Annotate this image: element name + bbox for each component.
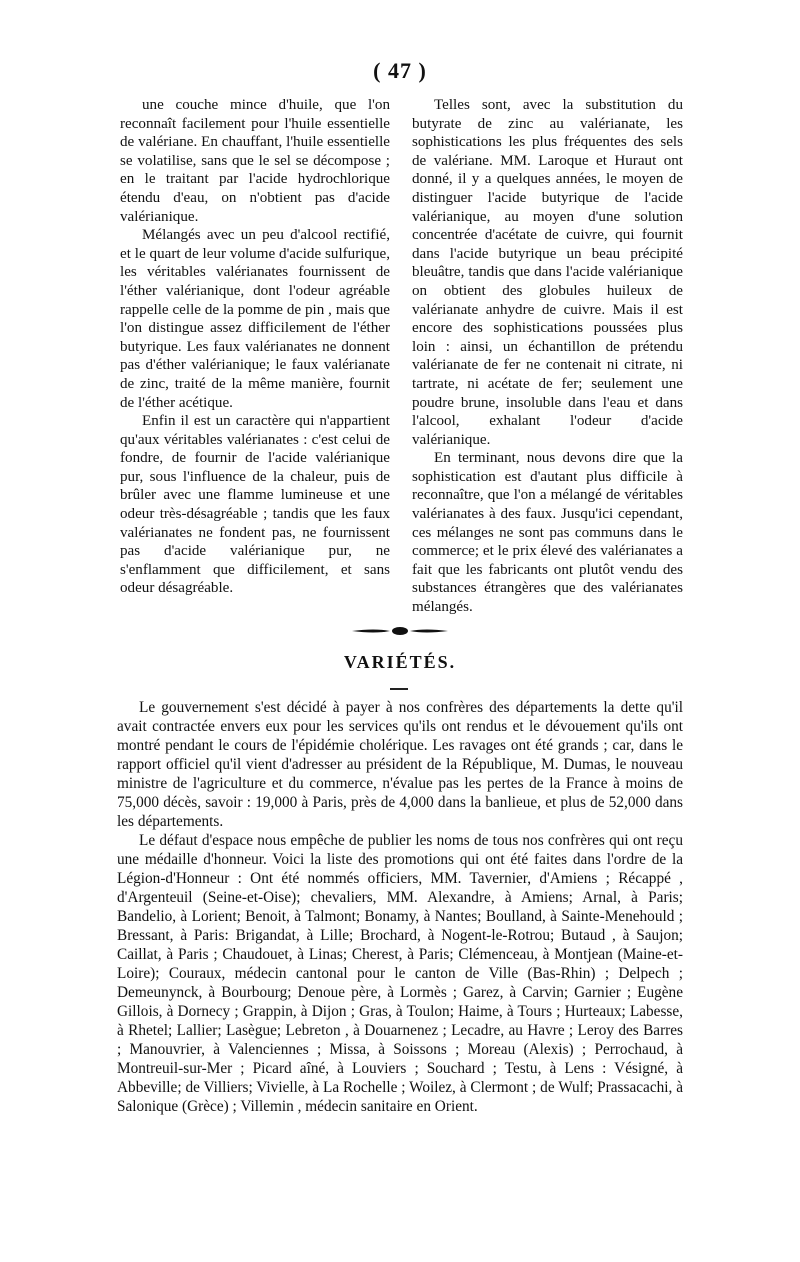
section-title: VARIÉTÉS.: [343, 652, 457, 672]
paragraph: Telles sont, avec la substitution du butyrate de zinc au valérianate, les sophistications les plus fréquentes des sels de valériane. MM. Laroque et Huraut ont donné, il y a quelques années, le moyen de distinguer l'acide butyrique de l'acide valérianique, au moyen d'une solution concentrée d'acétate de cuivre, qui fournit dans l'acide butyrique un beau précipité bleuâtre, tandis que dans l'acide valérianique on obtient des globules huileux de valérianate anhydre de cuivre. Mais il est encore des sophistications poussées plus loin : ainsi, un échantillon de prétendu valérianate de fer ne contenait ni citrate, ni tartrate, ni acétate de fer; seulement une poudre brune, insoluble dans l'eau et dans l'alcool, exhalant l'odeur d'acide valérianique.: [412, 97, 683, 448]
paragraph: Le défaut d'espace nous empêche de publier les noms de tous nos confrères qui ont reçu une médaille d'honneur. Voici la liste des promotions qui ont été faites dans l'ordre de la Légion-d'Honneur : Ont été nommés officiers, MM. Tavernier, d'Amiens ; Récappé , d'Argenteuil (Seine-et-Oise); chevaliers, MM. Alexandre, à Amiens; Arnal, à Paris; Bandelio, à Lorient; Benoit, à Talmont; Bonamy, à Nantes; Boulland, à Sainte-Menehould ; Bressant, à Paris: Brigandat, à Lille; Brochard, à Nogent-le-Rotrou; Butaud , à Saujon; Caillat, à Paris ; Chaudouet, à Linas; Cherest, à Paris; Clémenceau, à Montjean (Maine-et-Loire); Couraux, médecin cantonal pour le canton de Ville (Bas-Rhin) ; Delpech ; Demeunynck, à Bourbourg; Denoue père, à Lormès ; Garez, à Carvin; Garnier ; Eugène Gillois, à Dornecy ; Grappin, à Dijon ; Gras, à Toulon; Haime, à Tours ; Hurteaux; Labesse, à Rhetel; Lallier; Lasègue; Lebreton , à Douarnenez ; Lecadre, au Havre ; Leroy des Barres ; Manouvrier, à Valenciennes ; Missa, à Soissons ; Moreau (Alexis) ; Perrochaud, à Montreuil-sur-Mer ; Picard aîné, à Louviers ; Souchard ; Testu, à Lens : Vésigné, à Abbeville; de Villiers; Vivielle, à La Rochelle ; Woilez, à Clermont ; de Wulf; Prassacachi, à Salonique (Grèce) ; Villemin , médecin sanitaire en Orient.: [117, 832, 683, 1115]
paragraph: Mélangés avec un peu d'alcool rectifié, et le quart de leur volume d'acide sulfurique, les véritables valérianates fournissent de l'éther valérianique, dont l'odeur agréable rappelle celle de la pomme de pin , mais que l'on distingue assez difficilement de l'éther butyrique. Les faux valérianates ne donnent pas d'éther valérianique; le faux valérianate de zinc, traité de la même manière, fournit de l'éther acétique.: [120, 227, 390, 411]
paragraph: Le gouvernement s'est décidé à payer à nos confrères des départements la dette qu'il avait contractée envers eux pour les services qu'ils ont rendus et le dévouement qu'ils ont montré pendant le cours de l'épidémie cholérique. Les ravages ont été grands ; car, dans le rapport officiel qu'il vient d'adresser au président de la République, M. Dumas, le nouveau ministre de l'agriculture et du commerce, n'évalue pas les pertes de la France à moins de 75,000 décès, savoir : 19,000 à Paris, près de 4,000 dans la banlieue, et plus de 52,000 dans les départements.: [117, 699, 683, 830]
paragraph: Enfin il est un caractère qui n'appartient qu'aux véritables valérianates : c'est celui de fondre, de fournir de l'acide valérianique pur, sous l'influence de la chaleur, puis de brûler avec une flamme lumineuse et une odeur très-désagréable ; tandis que les faux valérianates ne fondent pas, ne fournissent pas d'acide valérianique pur, ne s'enflamment que difficilement, et sans odeur désagréable.: [120, 413, 390, 597]
right-column: [412, 96, 683, 617]
paragraph: En terminant, nous devons dire que la sophistication est d'autant plus difficile à reconnaître, que l'on a mélangé de véritables valérianates à des faux. Jusqu'ici cependant, ces mélanges ne sont pas communs dans le commerce; et le prix élevé des valérianates a fait que les fabricants ont plutôt vendu des substances étrangères que des valérianates mélangés.: [412, 450, 683, 616]
section-body: [117, 698, 683, 1116]
ornament-divider-icon: [350, 624, 450, 638]
paragraph: une couche mince d'huile, que l'on reconnaît facilement pour l'huile essentielle de valériane. En chauffant, l'huile essentielle se volatilise, sans que le sel se décompose ; en le traitant par l'acide hydrochlorique étendu d'eau, on n'obtient pas d'acide valérianique.: [120, 97, 390, 225]
left-column: [120, 96, 390, 598]
page-number: ( 47 ): [373, 58, 427, 83]
title-dash: [390, 688, 408, 690]
